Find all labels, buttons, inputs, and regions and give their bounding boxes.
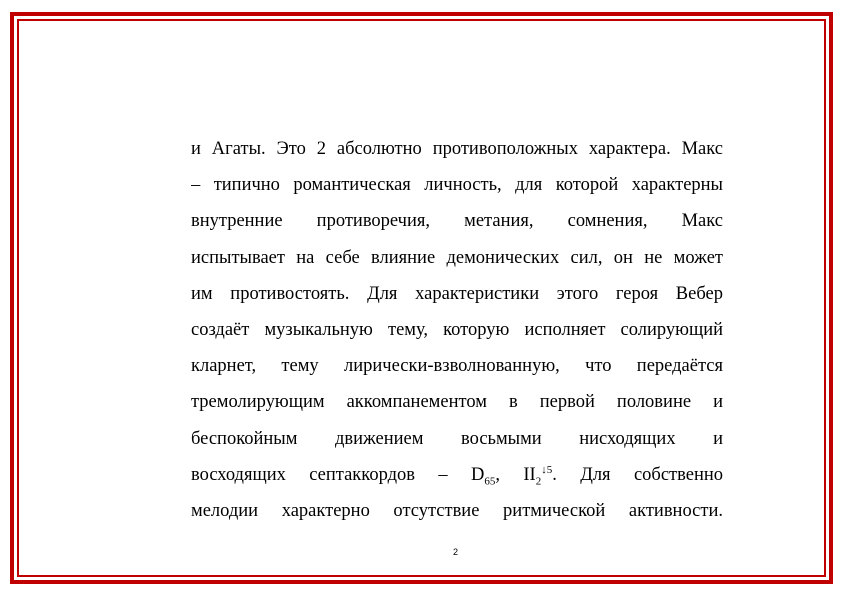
chord-line-tail: . Для собственно bbox=[552, 464, 723, 485]
chord-ii-superscript: ↓5 bbox=[541, 463, 553, 476]
body-text bbox=[191, 131, 723, 529]
chord-ii-subscript: 2 bbox=[535, 475, 542, 488]
chord-line-lead: восходящих септаккордов – D bbox=[191, 464, 485, 485]
text-line-chords bbox=[191, 457, 723, 493]
text-line: беспокойным движением восьмыми нисходящих и bbox=[191, 428, 723, 449]
chord-ii: II bbox=[523, 464, 536, 485]
text-line: мелодии характерно отсутствие ритмической активности. bbox=[191, 500, 723, 521]
text-line: испытывает на себе влияние демонических сил, он не может bbox=[191, 247, 723, 268]
text-line: создаёт музыкальную тему, которую исполняет солирующий bbox=[191, 319, 723, 340]
text-line: кларнет, тему лирически-взволнованную, что передаётся bbox=[191, 356, 723, 377]
text-line: им противостоять. Для характеристики этого героя Вебер bbox=[191, 283, 723, 304]
text-line: – типично романтическая личность, для которой характерны bbox=[191, 175, 723, 196]
text-line: внутренние противоречия, метания, сомнения, Макс bbox=[191, 211, 723, 232]
chord-separator: , bbox=[495, 464, 500, 485]
page-number: 2 bbox=[453, 547, 459, 557]
text-line: тремолирующим аккомпанементом в первой половине и bbox=[191, 392, 723, 413]
text-line: и Агаты. Это 2 абсолютно противоположных характера. Макс bbox=[191, 139, 723, 159]
chord-d-subscript: 65 bbox=[484, 475, 496, 488]
